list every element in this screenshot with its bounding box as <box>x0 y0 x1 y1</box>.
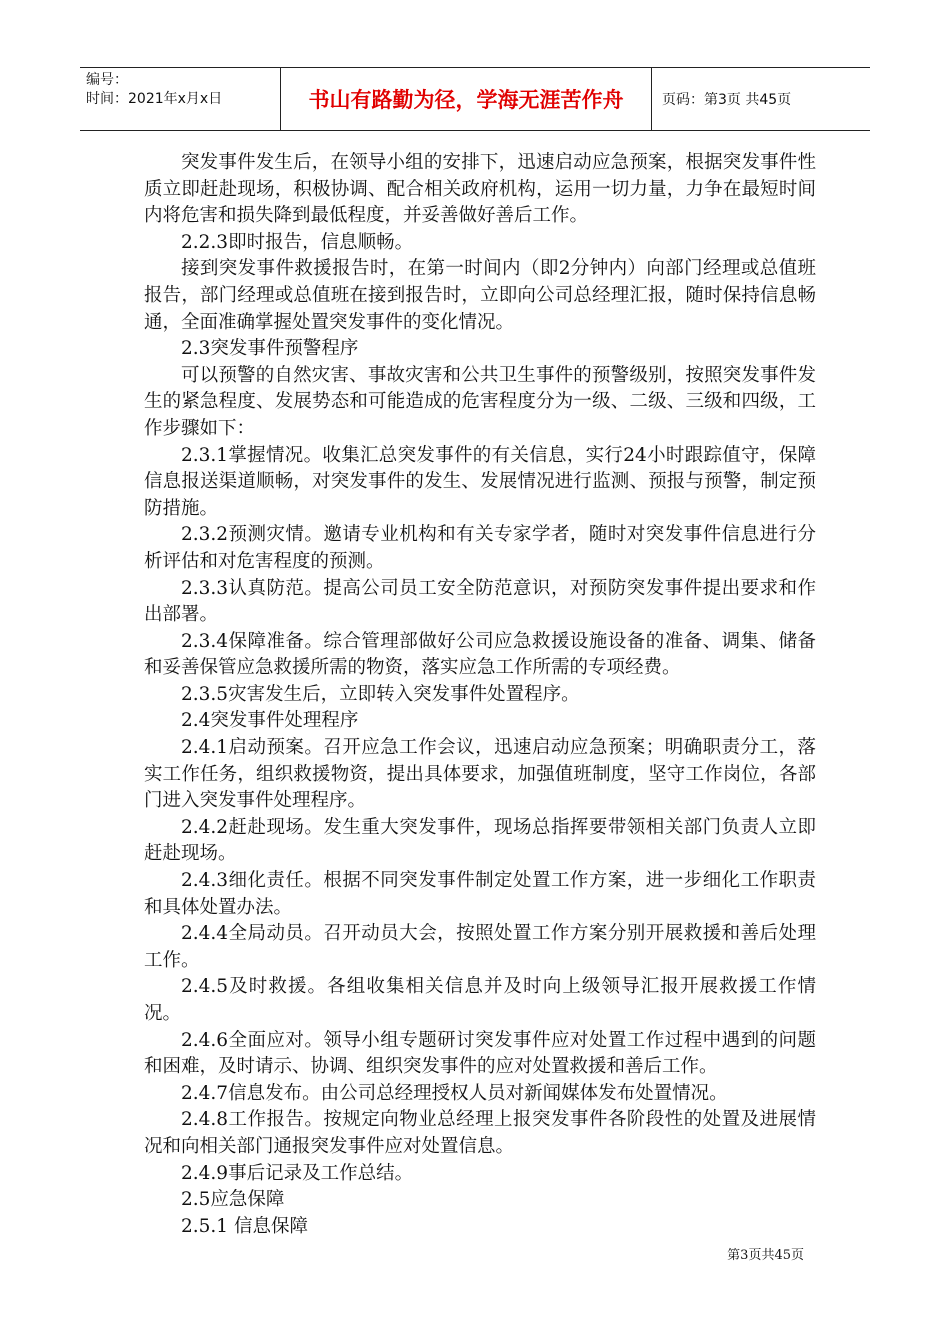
paragraph: 突发事件发生后，在领导小组的安排下，迅速启动应急预案，根据突发事件性质立即赶赴现场，积极协调、配合相关政府机构，运用一切力量，力争在最短时间内将危害和损失降到最低程度，并妥善做好善后工作。 <box>144 152 816 227</box>
paragraph: 2.4.4全局动员。召开动员大会，按照处置工作方案分别开展救援和善后处理工作。 <box>144 923 816 971</box>
paragraph: 可以预警的自然灾害、事故灾害和公共卫生事件的预警级别，按照突发事件发生的紧急程度、发展势态和可能造成的危害程度分为一级、二级、三级和四级，工作步骤如下： <box>144 364 816 439</box>
paragraph: 2.4.1启动预案。召开应急工作会议，迅速启动应急预案；明确职责分工，落实工作任务，组织救援物资，提出具体要求，加强值班制度，坚守工作岗位，各部门进入突发事件处理程序。 <box>144 737 816 812</box>
header-meta <box>80 68 281 130</box>
paragraph: 2.3.1掌握情况。收集汇总突发事件的有关信息，实行24小时跟踪值守，保障信息报送渠道顺畅，对突发事件的发生、发展情况进行监测、预报与预警，制定预防措施。 <box>144 444 816 519</box>
section-heading: 2.4突发事件处理程序 <box>181 710 359 732</box>
section-heading: 2.3突发事件预警程序 <box>181 338 359 360</box>
paragraph: 2.3.4保障准备。综合管理部做好公司应急救援设施设备的准备、调集、储备和妥善保管应急救援所需的物资，落实应急工作所需的专项经费。 <box>144 630 816 679</box>
section-heading: 2.5.1 信息保障 <box>181 1215 308 1237</box>
paragraph: 2.4.7信息发布。由公司总经理授权人员对新闻媒体发布处置情况。 <box>181 1082 728 1104</box>
paragraph: 2.4.9事后记录及工作总结。 <box>181 1162 414 1184</box>
paragraph: 2.4.2赶赴现场。发生重大突发事件，现场总指挥要带领相关部门负责人立即赶赴现场。 <box>144 816 816 865</box>
page-footer: 第3页共45页 <box>727 1248 804 1263</box>
paragraph: 2.3.2预测灾情。邀请专业机构和有关专家学者，随时对突发事件信息进行分析评估和对危害程度的预测。 <box>144 524 816 572</box>
header-page-label: 页码：第3页 共45页 <box>662 92 792 108</box>
paragraph: 2.4.5及时救援。各组收集相关信息并及时向上级领导汇报开展救援工作情况。 <box>144 976 816 1024</box>
date-label: 时间：2021年x月x日 <box>86 91 223 107</box>
paragraph: 2.4.6全面应对。领导小组专题研讨突发事件应对处置工作过程中遇到的问题和困难，及时请示、协调、组织突发事件的应对处置救援和善后工作。 <box>144 1029 816 1078</box>
number-label: 编号： <box>86 72 128 88</box>
paragraph: 2.3.5灾害发生后，立即转入突发事件处置程序。 <box>181 683 580 705</box>
document-body <box>144 150 816 1240</box>
paragraph: 2.4.3细化责任。根据不同突发事件制定处置工作方案，进一步细化工作职责和具体处置办法。 <box>144 870 816 918</box>
paragraph: 接到突发事件救援报告时，在第一时间内（即2分钟内）向部门经理或总值班报告，部门经理或总值班在接到报告时，立即向公司总经理汇报，随时保持信息畅通，全面准确掌握处置突发事件的变化情况。 <box>144 258 816 333</box>
paragraph: 2.2.3即时报告，信息顺畅。 <box>181 231 414 253</box>
paragraph: 2.3.3认真防范。提高公司员工安全防范意识，对预防突发事件提出要求和作出部署。 <box>144 577 816 626</box>
paragraph: 2.4.8工作报告。按规定向物业总经理上报突发事件各阶段性的处置及进展情况和向相关部门通报突发事件应对处置信息。 <box>144 1109 816 1157</box>
header-motto: 书山有路勤为径，学海无涯苦作舟 <box>281 68 652 130</box>
section-heading: 2.5应急保障 <box>181 1189 285 1211</box>
page-header <box>80 67 870 131</box>
